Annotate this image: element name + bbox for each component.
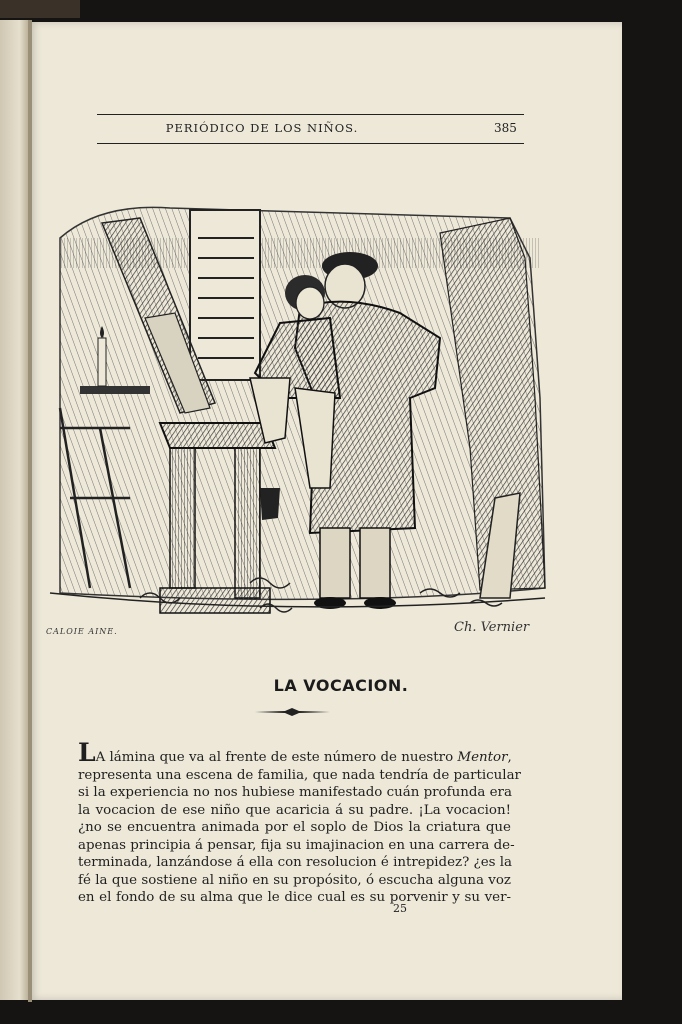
- signature-mark: 25: [393, 902, 407, 915]
- first-line-italic: Mentor: [457, 750, 508, 765]
- header-rule-bottom: [97, 143, 524, 144]
- text-line: fé la que sostiene al niño en su propósito, ó escucha alguna voz: [78, 872, 511, 888]
- running-head: PERIÓDICO DE LOS NIÑOS.: [165, 121, 359, 135]
- text-line: terminada, lanzándose á ella con resolucion é intrepidez? ¿es la: [78, 855, 513, 870]
- woodcut-illustration: [40, 198, 554, 638]
- facing-page-edge: [0, 20, 28, 1000]
- text-line: apenas principia á pensar, fija su imajinacion en una carrera de-: [78, 837, 515, 853]
- book-tab: [0, 0, 80, 18]
- text-line: representa una escena de familia, que nada tendría de particular: [78, 767, 521, 783]
- header-rule-top: [97, 114, 524, 115]
- page-gutter: [28, 20, 32, 1002]
- first-line-text: A lámina que va al frente de este número de nuestro: [95, 750, 458, 765]
- artist-signature: Ch. Vernier: [454, 620, 530, 635]
- page-number: 385: [494, 121, 517, 135]
- text-line: ¿no se encuentra animada por el soplo de Dios la criatura que: [78, 820, 511, 835]
- ornament-divider-icon: [255, 708, 330, 716]
- article-body: [78, 738, 521, 907]
- article-title: LA VOCACION.: [273, 676, 409, 695]
- drop-cap: L: [78, 738, 96, 767]
- first-line-end: ,: [507, 750, 512, 765]
- text-line: en el fondo de su alma que le dice cual es su porvenir y su ver-: [78, 890, 511, 905]
- engraver-signature: CALOIE AINE.: [46, 627, 118, 636]
- text-line: la vocacion de ese niño que acaricia á su padre. ¡La vocacion!: [78, 802, 511, 818]
- article-first-line: [78, 738, 512, 767]
- text-line: si la experiencia no nos hubiese manifestado cuán profunda era: [78, 785, 512, 800]
